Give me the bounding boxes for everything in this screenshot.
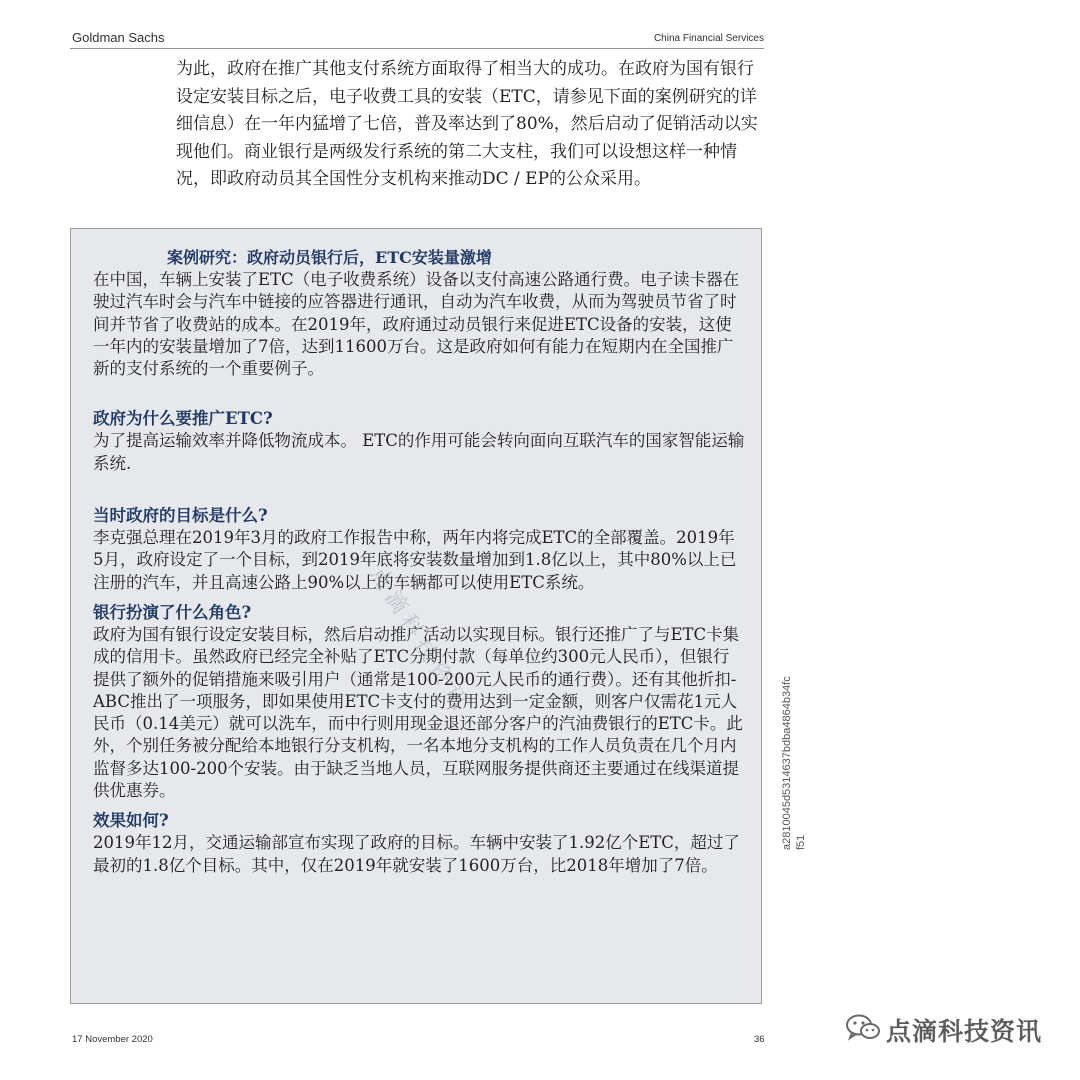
document-id-line-2: f51 [795,834,807,850]
section-body-target: 李克强总理在2019年3月的政府工作报告中称，两年内将完成ETC的全部覆盖。2019年5月，政府设定了一个目标，到2019年底将安装数量增加到1.8亿以上，其中80%以上已注册的汽车，并且高速公路上90%以上的车辆都可以使用ETC系统。 [93,528,737,592]
intro-paragraph [176,56,766,194]
wechat-icon [846,1014,880,1046]
section-body-why: 为了提高运输效率并降低物流成本。 ETC的作用可能会转向面向互联汽车的国家智能运输系统. [93,431,745,473]
section-body-banks: 政府为国有银行设定安装目标，然后启动推广活动以实现目标。银行还推广了与ETC卡集成的信用卡。虽然政府已经完全补贴了ETC分期付款（每单位约300元人民币），但银行提供了额外的促销措施来吸引用户（通常是100-200元人民币的通行费）。还有其他折扣-ABC推出了一项服务，即如果使用ETC卡支付的费用达到一定金额，则客户仅需花1元人民币（0.14美元）就可以洗车，而中行则用现金退还部分客户的汽油费银行的ETC卡。此外，个别任务被分配给本地银行分支机构，一名本地分支机构的工作人员负责在几个月内监督多达100-200个安装。由于缺乏当地人员，互联网服务提供商还主要通过在线渠道提供优惠券。 [93,624,743,801]
header-report-series: China Financial Services [653,33,764,44]
document-id-line-1: a2810045d5314637bdba4864b34fc [781,676,793,850]
watermark: 点滴科技资讯 [364,562,475,719]
footer-date: 17 November 2020 [72,1034,153,1045]
footer-page-number: 36 [754,1034,765,1045]
brand-watermark [846,1012,1042,1048]
brand-name: 点滴科技资讯 [886,1017,1043,1046]
header-firm-name: Goldman Sachs [72,30,165,45]
section-heading-why: 政府为什么要推广ETC? [93,409,273,429]
section-heading-result: 效果如何? [93,811,169,831]
section-body-result: 2019年12月，交通运输部宣布实现了政府的目标。车辆中安装了1.92亿个ETC，超过了最初的1.8亿个目标。其中，仅在2019年就安装了1600万台，比2018年增加了7倍。 [93,833,740,875]
intro-text: 为此，政府在推广其他支付系统方面取得了相当大的成功。在政府为国有银行设定安装目标之后，电子收费工具的安装（ETC，请参见下面的案例研究的详细信息）在一年内猛增了七倍，普及率达到了80%，然后启动了促销活动以实现他们。商业银行是两级发行系统的第二大支柱，我们可以设想这样一种情况，即政府动员其全国性分支机构来推动DC / EP的公众采用。 [176,59,758,189]
case-study-intro: 在中国，车辆上安装了ETC（电子收费系统）设备以支付高速公路通行费。电子读卡器在驶过汽车时会与汽车中链接的应答器进行通讯，自动为汽车收费，从而为驾驶员节省了时间并节省了收费站的成本。在2019年，政府通过动员银行来促进ETC设备的安装，这使一年内的安装量增加了7倍，达到11600万台。这是政府如何有能力在短期内在全国推广新的支付系统的一个重要例子。 [93,270,740,379]
case-study-title: 案例研究：政府动员银行后，ETC安装量激增 [167,248,492,267]
section-heading-banks: 银行扮演了什么角色? [93,602,252,622]
case-study-content [93,247,745,877]
header-divider [70,48,764,49]
document-id-code [780,676,808,850]
section-heading-target: 当时政府的目标是什么? [93,506,268,526]
